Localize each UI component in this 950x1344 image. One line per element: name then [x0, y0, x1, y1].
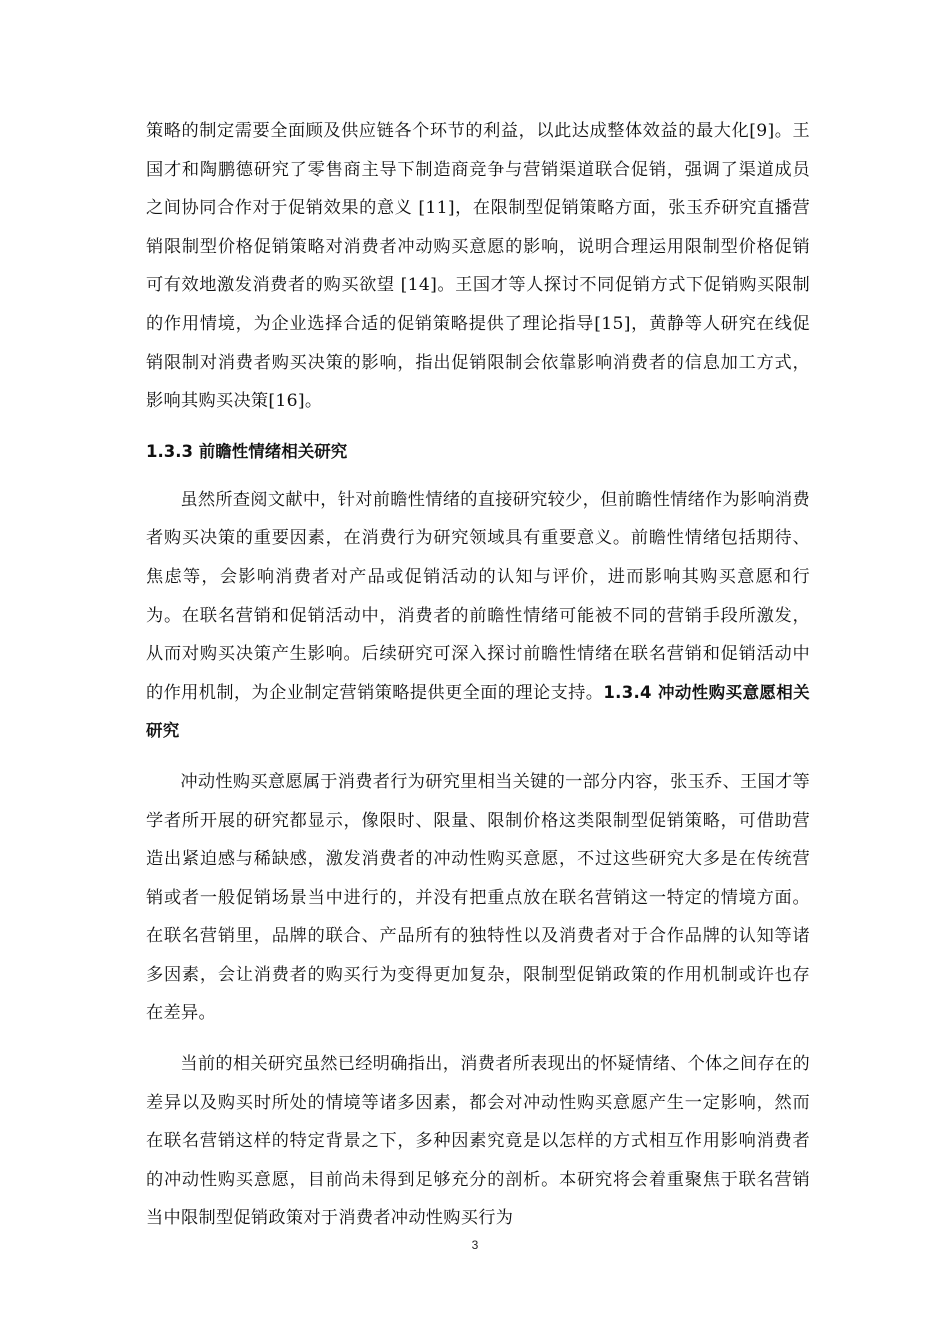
section-heading-anticipatory-emotion: 1.3.3 前瞻性情绪相关研究 [146, 441, 348, 461]
section-heading-impulse-buying: 1.3.4 冲动性购买意愿相关研究 [146, 682, 810, 741]
paragraph-anticipatory-emotion-text: 虽然所查阅文献中，针对前瞻性情绪的直接研究较少，但前瞻性情绪作为影响消费者购买决策的重要因素，在消费行为研究领域具有重要意义。前瞻性情绪包括期待、焦虑等，会影响消费者对产品或促销活动的认知与评价，进而影响其购买意愿和行为。在联名营销和促销活动中，消费者的前瞻性情绪可能被不同的营销手段所激发，从而对购买决策产生影响。后续研究可深入探讨前瞻性情绪在联名营销和促销活动中的作用机制，为企业制定营销策略提供更全面的理论支持。 [146, 489, 810, 703]
paragraph-promotion-strategy: 策略的制定需要全面顾及供应链各个环节的利益，以此达成整体效益的最大化[9]。王国才和陶鹏德研究了零售商主导下制造商竞争与营销渠道联合促销，强调了渠道成员之间协同合作对于促销效果的意义 [11]，在限制型促销策略方面，张玉乔研究直播营销限制型价格促销策略对消费者冲动购买意愿的影响，说明合理运用限制型价格促销可有效地激发消费者的购买欲望 [14]。王国才等人探讨不同促销方式下促销购买限制的作用情境，为企业选择合适的促销策略提供了理论指导[15]，黄静等人研究在线促销限制对消费者购买决策的影响，指出促销限制会依靠影响消费者的信息加工方式，影响其购买决策[16]。 [146, 121, 810, 412]
paragraph-current-research: 当前的相关研究虽然已经明确指出，消费者所表现出的怀疑情绪、个体之间存在的差异以及购买时所处的情境等诸多因素，都会对冲动性购买意愿产生一定影响，然而在联名营销这样的特定背景之下，多种因素究竟是以怎样的方式相互作用影响消费者的冲动性购买意愿，目前尚未得到足够充分的剖析。本研究将会着重聚焦于联名营销当中限制型促销政策对于消费者冲动性购买行为 [146, 1054, 810, 1229]
document-body [146, 112, 810, 1250]
page-number: 3 [471, 1238, 479, 1252]
paragraph-anticipatory-emotion [146, 481, 810, 751]
paragraph-impulse-buying: 冲动性购买意愿属于消费者行为研究里相当关键的一部分内容，张玉乔、王国才等学者所开展的研究都显示，像限时、限量、限制价格这类限制型促销策略，可借助营造出紧迫感与稀缺感，激发消费者的冲动性购买意愿，不过这些研究大多是在传统营销或者一般促销场景当中进行的，并没有把重点放在联名营销这一特定的情境方面。在联名营销里，品牌的联合、产品所有的独特性以及消费者对于合作品牌的认知等诸多因素，会让消费者的购买行为变得更加复杂，限制型促销政策的作用机制或许也存在差异。 [146, 771, 810, 1024]
